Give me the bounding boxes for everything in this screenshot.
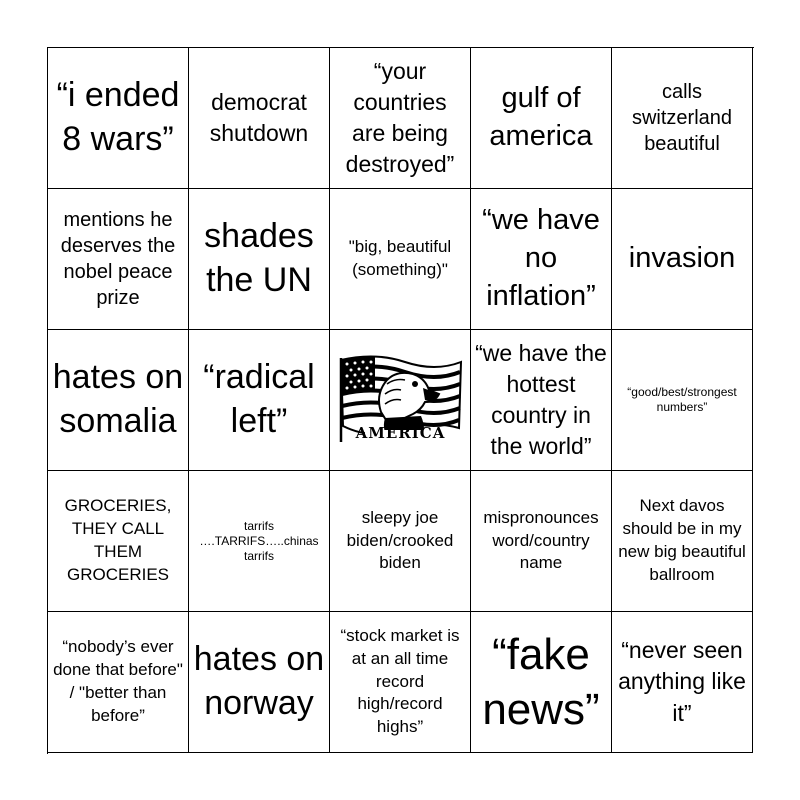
bingo-cell-text: "big, beautiful (something)"	[348, 237, 452, 279]
bingo-cell-text: hates on norway	[193, 640, 325, 722]
bingo-cell-12[interactable]	[189, 330, 330, 471]
bingo-cell-text: tarrifs ….TARRIFS…..chinas tarrifs	[199, 518, 319, 563]
bingo-cell-3[interactable]	[330, 48, 471, 189]
bingo-cell-text: “i ended 8 wars”	[56, 76, 180, 158]
bingo-cell-16[interactable]	[48, 471, 189, 612]
bingo-cell-text: mentions he deserves the nobel peace prize	[60, 209, 176, 309]
bingo-cell-text: gulf of america	[489, 82, 593, 152]
bingo-cell-text: “we have no inflation”	[482, 204, 600, 312]
bingo-board	[47, 47, 754, 754]
bingo-free-space[interactable]	[330, 330, 471, 471]
bingo-cell-20[interactable]	[612, 471, 753, 612]
bingo-cell-22[interactable]	[189, 612, 330, 753]
bingo-cell-text: Next davos should be in my new big beautiful ballroom	[618, 496, 746, 584]
bingo-cell-text: “stock market is at an all time record high/record highs”	[340, 625, 460, 737]
bingo-cell-text: “radical left”	[203, 358, 315, 440]
bingo-cell-text: sleepy joe biden/crooked biden	[346, 507, 454, 573]
bingo-cell-7[interactable]	[189, 189, 330, 330]
bingo-cell-text: “your countries are being destroyed”	[345, 57, 455, 178]
bingo-cell-11[interactable]	[48, 330, 189, 471]
bingo-cell-1[interactable]	[48, 48, 189, 189]
bingo-cell-text: “fake news”	[482, 630, 600, 734]
bingo-cell-text: calls switzerland beautiful	[631, 81, 733, 155]
bingo-cell-19[interactable]	[471, 471, 612, 612]
bingo-cell-10[interactable]	[612, 189, 753, 330]
bingo-cell-text: “nobody’s ever done that before" / "better than before”	[53, 637, 183, 725]
bingo-cell-14[interactable]	[471, 330, 612, 471]
bingo-cell-2[interactable]	[189, 48, 330, 189]
bingo-cell-18[interactable]	[330, 471, 471, 612]
bingo-cell-text: invasion	[628, 242, 736, 275]
bingo-cell-8[interactable]	[330, 189, 471, 330]
bingo-cell-text: “never seen anything like it”	[618, 637, 746, 726]
bingo-cell-text: “we have the hottest country in the world”	[475, 339, 607, 460]
bingo-cell-21[interactable]	[48, 612, 189, 753]
bingo-cell-17[interactable]	[189, 471, 330, 612]
bingo-cell-text: hates on somalia	[52, 358, 184, 440]
bingo-cell-text: GROCERIES, THEY CALL THEM GROCERIES	[64, 496, 172, 584]
bingo-cell-24[interactable]	[471, 612, 612, 753]
bingo-cell-text: mispronounces word/country name	[483, 507, 599, 573]
bingo-cell-text: democrat shutdown	[209, 88, 309, 146]
bingo-cell-25[interactable]	[612, 612, 753, 753]
free-space-banner	[330, 424, 471, 442]
bingo-cell-6[interactable]	[48, 189, 189, 330]
bingo-cell-9[interactable]	[471, 189, 612, 330]
bingo-cell-5[interactable]	[612, 48, 753, 189]
bingo-cell-4[interactable]	[471, 48, 612, 189]
bingo-cell-text: “good/best/strongest numbers”	[627, 385, 737, 414]
bingo-cell-text: shades the UN	[204, 217, 314, 299]
bingo-cell-23[interactable]	[330, 612, 471, 753]
free-space-label: AMERICA	[355, 424, 446, 442]
bingo-cell-15[interactable]	[612, 330, 753, 471]
